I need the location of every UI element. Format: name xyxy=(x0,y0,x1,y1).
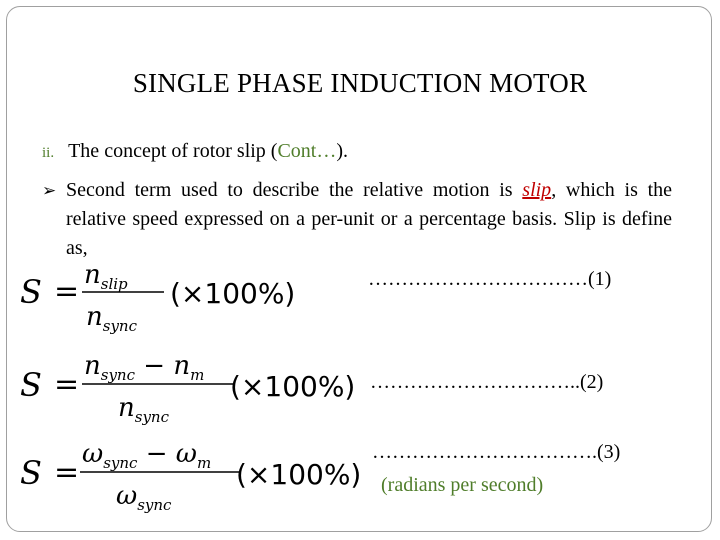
eq3-equals: = xyxy=(54,455,80,490)
eq3-factor: (×100%) xyxy=(236,458,362,491)
eq1-lhs: S xyxy=(20,273,42,311)
subheading-text-end: ). xyxy=(336,140,349,162)
eq3-reference: …………………………….(3) xyxy=(372,441,621,463)
eq3-lhs: S xyxy=(20,454,42,492)
eq1-numerator: $n_{slip}$ xyxy=(84,260,128,293)
subheading-highlight: Cont… xyxy=(277,140,337,162)
eq2-factor: (×100%) xyxy=(230,370,356,403)
subheading xyxy=(42,140,348,163)
arrow-bullet-icon: ➢ xyxy=(42,181,57,200)
eq2-lhs: S xyxy=(20,366,42,404)
eq1-factor: (×100%) xyxy=(170,277,296,310)
equation-3 xyxy=(18,436,368,520)
bullet-point xyxy=(42,176,672,263)
eq3-units-note: (radians per second) xyxy=(381,474,544,496)
subheading-number: ii. xyxy=(42,145,55,161)
subheading-text: The concept of rotor slip ( xyxy=(68,140,278,162)
eq2-reference: …………………………..(2) xyxy=(370,371,604,393)
eq1-denominator: $n_{sync}$ xyxy=(86,302,137,335)
eq1-reference: ……………………………(1) xyxy=(368,268,612,290)
slide-title: SINGLE PHASE INDUCTION MOTOR xyxy=(132,68,588,98)
bullet-text xyxy=(66,176,672,263)
eq2-numerator: $n_{sync} - n_m$ xyxy=(84,351,205,384)
eq1-equals: = xyxy=(54,274,80,309)
eq3-denominator: $\omega_{sync}$ xyxy=(116,481,172,514)
equation-2 xyxy=(18,348,363,432)
slip-term: slip xyxy=(522,179,552,201)
bullet-text-before: Second term used to describe the relative motion is xyxy=(66,179,523,201)
bullet-text-after: , which is the relative speed expressed on a per-unit or a percentage basis. Slip is define as, xyxy=(66,179,673,259)
equation-1 xyxy=(18,255,308,335)
eq2-equals: = xyxy=(54,367,80,402)
eq2-denominator: $n_{sync}$ xyxy=(118,393,169,426)
eq3-numerator: $\omega_{sync} - \omega_m$ xyxy=(82,439,212,472)
